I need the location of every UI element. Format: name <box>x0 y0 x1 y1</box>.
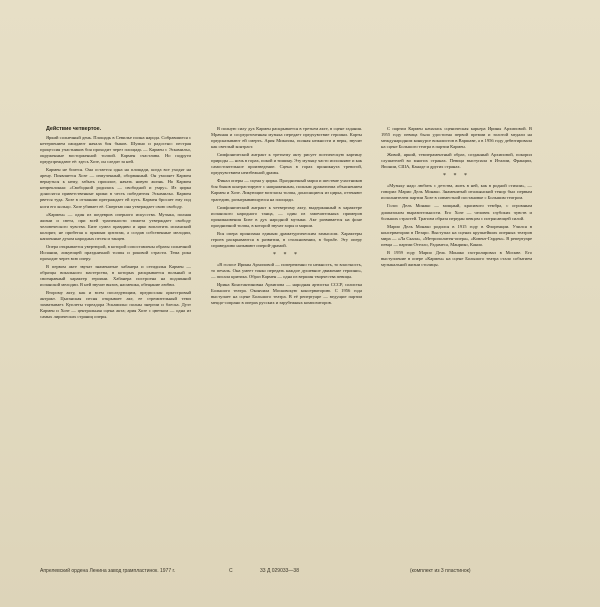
order-letter: С <box>229 568 233 574</box>
paragraph: «Кармен» — один из шедевров оперного искусства. Музыка, полная жизни и света, при всей трагичности сюжета утверждает свободу человеческого чувства. Бизе сумел правдиво и ярко воплотить испанский колорит, не прибегая к прямым цитатам, а создав собственные мелодии, напоенные духом народных песен и танцев. <box>40 211 191 241</box>
catalog-code: 33 Д 029033—38 <box>260 568 299 574</box>
paragraph: «Музыку надо любить с детства, жить в ней, как в родной стихии», — говорил Марио Дель Монако. Знаменитый итальянский тенор был первым исполнителем партии Хозе в совместной постановке с Большим театром. <box>381 183 532 201</box>
paragraph: Кармен не боится. Она остается одна на площади, когда все уходят на арену. Появляется Хозе — измученный, оборванный. Он умоляет Кармен вернуться к нему, забыть прошлое, начать новую жизнь. Но Кармен непреклонна: «Свободной родилась — свободной и умру». Из цирка доносятся приветственные крики в честь победителя Эскамильо. Кармен рвется туда. Хозе в отчаянии преграждает ей путь. Кармен бросает ему под ноги его кольцо. Хозе убивает её. Смертью она утверждает свою свободу. <box>40 167 191 209</box>
paragraph: «В голосе Ирины Архиповой — попеременно то нежность, то властность, то печаль. Она умеет тонко передать каждое душевное движение героини», — писала критика. Образ Кармен — одна из вершин творчества певицы. <box>211 261 362 279</box>
paragraph: Второму акту, как и всем последующим, предпослан оркестровый антракт. Цыганская песня открывает акт, ее стремительный темп захватывает. Куплеты тореадора Эскамильо полны энергии и блеска. Дуэт Кармен и Хозе — центральная сцена акта; ария Хозе с цветком — одна из самых лирических страниц оперы. <box>40 290 191 320</box>
paragraph: Голос Дель Монако — мощный, красивого тембра, с огромным диапазоном выразительности. Его Хозе — человек глубоких чувств и больших страстей. Трагизм образа передан певцом с потрясающей силой. <box>381 203 532 221</box>
paragraph: Вся опера пронизана единым драматургическим замыслом. Характеры героев раскрываются в развитии, в столкновении, в борьбе. Эту оперу справедливо называют оперой-драмой. <box>211 230 362 248</box>
text-column-3 <box>381 126 532 566</box>
paragraph: Опера открывается увертюрой, в которой сопоставлены образы солнечной Испании, ликующей праздничной толпы и роковой страсти. Тема рока проходит через всю оперу. <box>40 243 191 261</box>
paragraph: В полную силу дух Кармен раскрывается в третьем акте, в сцене гадания. Мрачная и сосредоточенная музыка передает предчувствие героини. Карты предсказывают ей смерть. Ария Микаэлы, полная нежности и веры, звучит как светлый контраст. <box>211 126 362 150</box>
paragraph: Марио Дель Монако родился в 1915 году в Флоренции. Учился в консерватории в Пезаро. Выступал на сценах крупнейших оперных театров мира — «Ла Скала», «Метрополитен-опера», «Ковент-Гарден». В репертуаре певца — партии Отелло, Радамеса, Манрико, Канио. <box>381 223 532 247</box>
printer-imprint: Апрелевский ордена Ленина завод грампластинок. 1977 г. <box>40 568 176 574</box>
paragraph: Живой, яркий, темпераментный образ, созданный Архиповой, покорил слушателей во многих странах. Певица выступала в Италии, Франции, Японии, США, Канаде и других странах. <box>381 152 532 170</box>
paragraph: Ирина Константиновна Архипова — народная артистка СССР, солистка Большого театра. Окончила Московскую консерваторию. С 1956 года выступает на сцене Большого театра. В её репертуаре — ведущие партии меццо-сопрано в операх русских и зарубежных композиторов. <box>211 282 362 306</box>
paragraph: Яркий солнечный день. Площадь в Севилье полна народа. Собравшиеся с нетерпением ожидают начала боя быков. Шумно и радостно: пестрая процессия участников боя проходит через площадь — Кармен с Эскамильо, окруженные восторженной толпой. Кармен счастлива. Но подруги предупреждают её: здесь Хозе, он следит за ней. <box>40 135 191 165</box>
paragraph: В первом акте звучат знаменитые хабанера и сегидилья Кармен — образцы вокального мастерства, в которых раскрывается вольный и своенравный характер героини. Хабанера построена на подлинной испанской мелодии. В ней звучит вызов, насмешка, обещание любви. <box>40 263 191 288</box>
section-separator: * * * <box>443 173 470 180</box>
paragraph: Симфонический антракт к четвертому акту, выдержанный в характере испанского народного танца, — один из замечательных примеров проникновения Бизе в дух народной музыки. Акт развивается на фоне праздничной толпы, в которой звучат хоры и марши. <box>211 204 362 228</box>
section-separator: * * * <box>273 251 300 258</box>
paragraph: Симфонический антракт к третьему акту рисует поэтическую картину природы — ночь в горах, покой и тишину. Эту музыку часто исполняют и как самостоятельное произведение. Сцена в горах проникнута тревогой, предчувствием неизбежной драмы. <box>211 152 362 176</box>
text-column-1 <box>40 126 191 566</box>
paragraph: Финал оперы — сцена у цирка. Праздничный марш и шествие участников боя быков контрастируют с напряженным, полным драматизма объяснением Кармен и Хозе. Ликующие возгласы толпы, доносящиеся из цирка, оттеняют трагедию, разыгрывающуюся на площади. <box>211 178 362 202</box>
set-note: (комплект из 3 пластинок) <box>410 568 471 574</box>
paragraph: В 1959 году Марио Дель Монако гастролировал в Москве. Его выступление в опере «Кармен» на сцене Большого театра стало событием музыкальной жизни столицы. <box>381 249 532 267</box>
text-column-2 <box>211 126 362 566</box>
act-heading: Действие четвертое. <box>46 126 102 132</box>
paragraph: С партии Кармен началась сценическая карьера Ирины Архиповой. В 1955 году певица была удостоена первой премии и золотой медали на международном конкурсе вокалистов в Варшаве, а в 1956 году дебютировала на сцене Большого театра в партии Кармен. <box>381 126 532 150</box>
